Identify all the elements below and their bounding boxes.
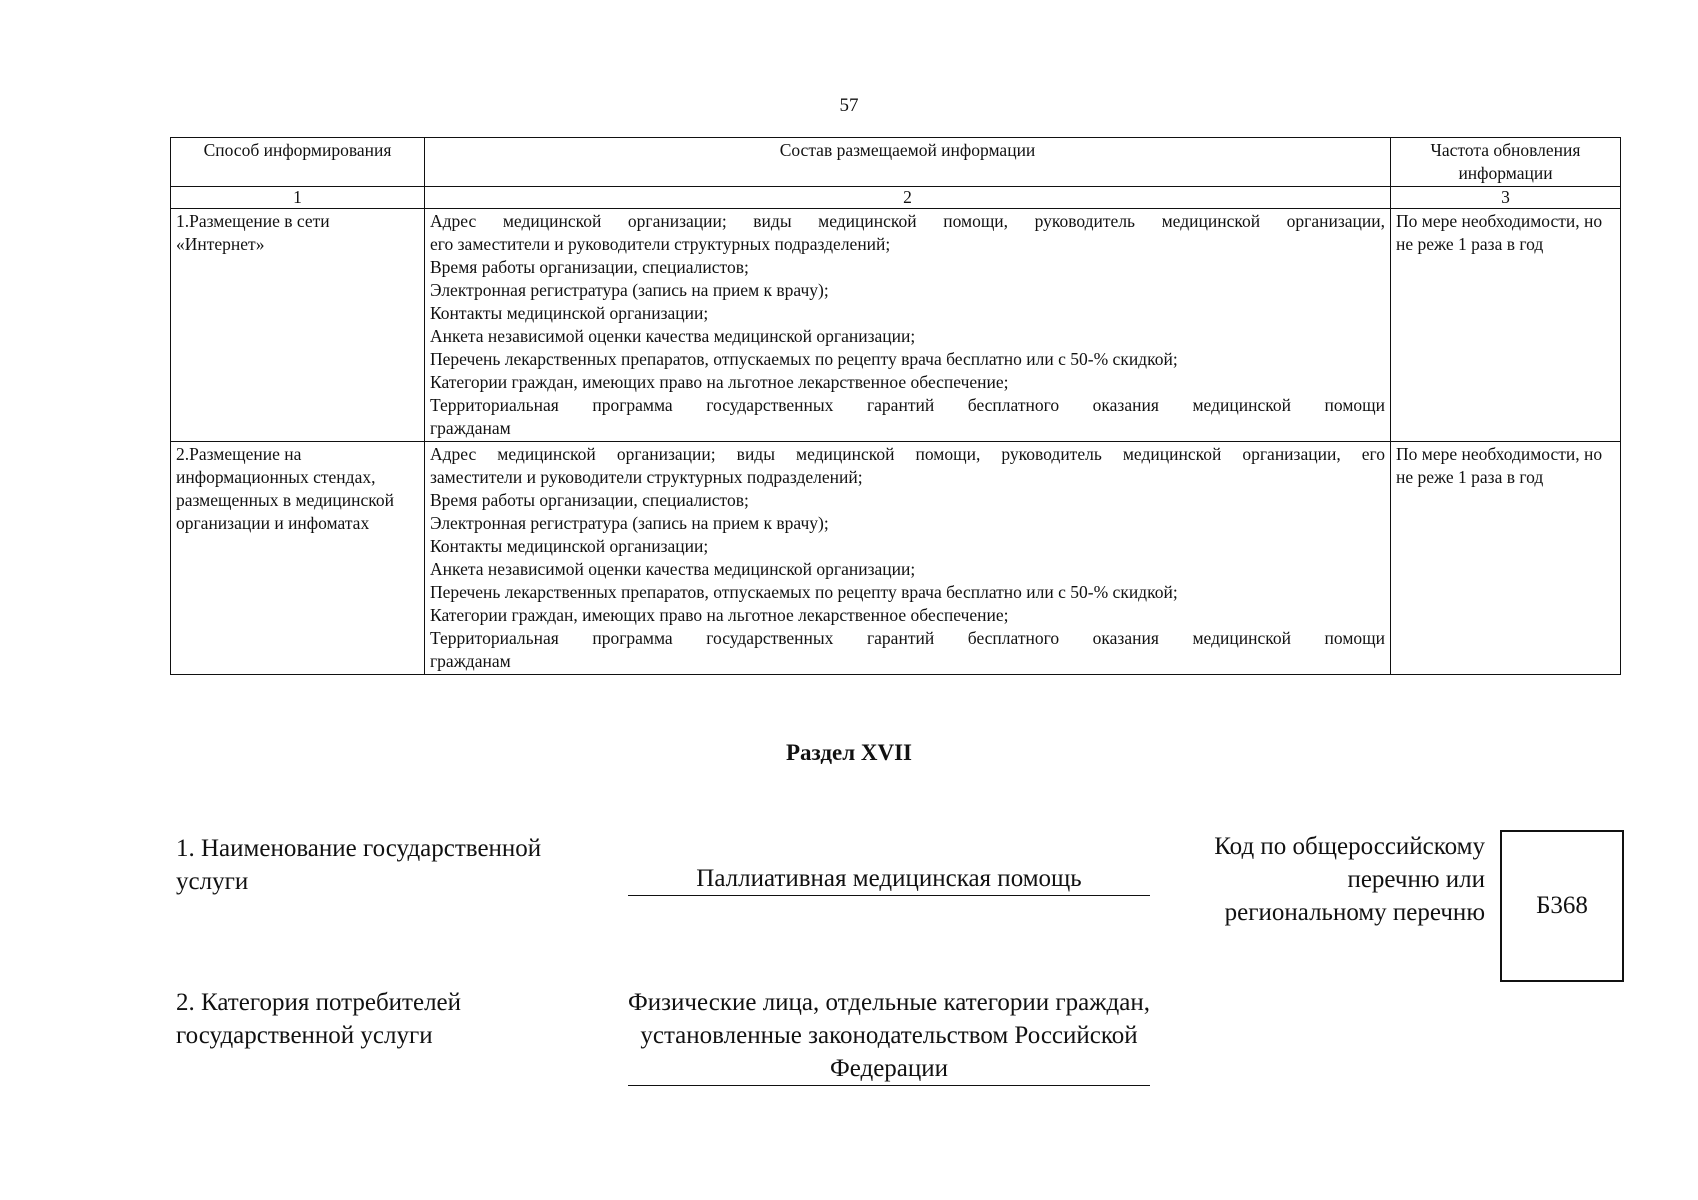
- content-line: Адрес медицинской организации; виды медицинской помощи, руководитель медицинской организации, его: [430, 444, 1385, 464]
- column-header: Частота обновления информации: [1391, 138, 1621, 187]
- content-line: гражданам: [430, 651, 511, 671]
- content-line: Категории граждан, имеющих право на льготное лекарственное обеспечение;: [430, 372, 1009, 392]
- content-line: Категории граждан, имеющих право на льготное лекарственное обеспечение;: [430, 605, 1009, 625]
- consumers-label: 2. Категория потребителей государственной услуги: [176, 989, 462, 1049]
- content-line: гражданам: [430, 418, 511, 438]
- column-header: Способ информирования: [171, 138, 425, 187]
- content-cell: [425, 209, 1391, 442]
- frequency-cell: По мере необходимости, но не реже 1 раза в год: [1391, 442, 1621, 675]
- table-row: [171, 209, 1621, 442]
- consumers-value: Физические лица, отдельные категории граждан, установленные законодательством Российской Федерации: [628, 986, 1150, 1086]
- method-cell: 2.Размещение на информационных стендах, размещенных в медицинской организации и инфоматах: [171, 442, 425, 675]
- content-line: его заместители и руководители структурных подразделений;: [430, 234, 891, 254]
- code-box: [1500, 830, 1624, 982]
- page-number: 57: [839, 95, 859, 116]
- content-line: Территориальная программа государственных гарантий бесплатного оказания медицинской помощи: [430, 395, 1385, 415]
- content-line: заместители и руководители структурных подразделений;: [430, 467, 863, 487]
- column-header: Состав размещаемой информации: [425, 138, 1391, 187]
- content-line: Электронная регистратура (запись на прием к врачу);: [430, 280, 829, 300]
- content-line: Перечень лекарственных препаратов, отпускаемых по рецепту врача бесплатно или с 50-% скидкой;: [430, 582, 1178, 602]
- column-number: 2: [425, 187, 1391, 209]
- content-line: Территориальная программа государственных гарантий бесплатного оказания медицинской помощи: [430, 628, 1385, 648]
- column-number: 3: [1391, 187, 1621, 209]
- content-line: Перечень лекарственных препаратов, отпускаемых по рецепту врача бесплатно или с 50-% скидкой;: [430, 349, 1178, 369]
- service-name-value: Паллиативная медицинская помощь: [628, 862, 1150, 896]
- content-line: Анкета независимой оценки качества медицинской организации;: [430, 326, 916, 346]
- content-cell: [425, 442, 1391, 675]
- content-line: Контакты медицинской организации;: [430, 536, 709, 556]
- information-table: [170, 137, 1621, 675]
- table-header-row: [171, 138, 1621, 187]
- code-value: Б368: [1536, 892, 1588, 919]
- content-line: Анкета независимой оценки качества медицинской организации;: [430, 559, 916, 579]
- content-line: Адрес медицинской организации; виды медицинской помощи, руководитель медицинской организации,: [430, 211, 1385, 231]
- content-line: Время работы организации, специалистов;: [430, 490, 749, 510]
- code-label: Код по общероссийскому перечню или региональному перечню: [1214, 833, 1485, 926]
- content-line: Время работы организации, специалистов;: [430, 257, 749, 277]
- column-number-row: [171, 187, 1621, 209]
- section-title: Раздел XVII: [786, 740, 912, 765]
- content-line: Контакты медицинской организации;: [430, 303, 709, 323]
- service-name-label: 1. Наименование государственной услуги: [176, 835, 542, 895]
- table-row: [171, 442, 1621, 675]
- frequency-cell: По мере необходимости, но не реже 1 раза в год: [1391, 209, 1621, 442]
- column-number: 1: [171, 187, 425, 209]
- content-line: Электронная регистратура (запись на прием к врачу);: [430, 513, 829, 533]
- method-cell: 1.Размещение в сети «Интернет»: [171, 209, 425, 442]
